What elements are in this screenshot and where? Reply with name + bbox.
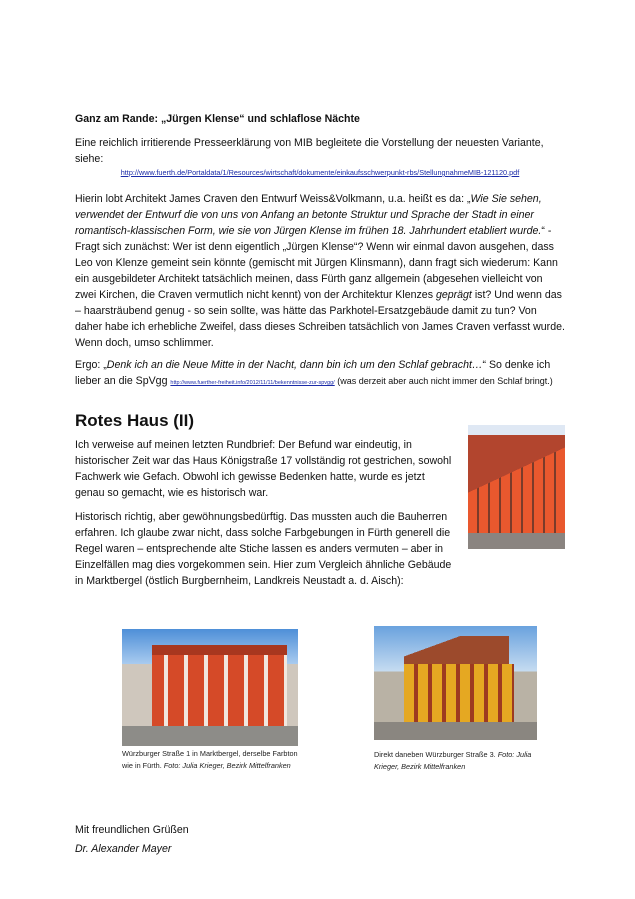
- ergo-paragraph: [75, 357, 565, 391]
- text: “ So denke ich lieber an die SpVgg: [75, 359, 551, 387]
- rotes-haus-section: [75, 411, 565, 589]
- text: Hierin lobt Architekt James Craven den Entwurf Weiss&Volkmann, u.a. heißt es da: „: [75, 193, 471, 205]
- rotes-haus-heading: Rotes Haus (II): [75, 411, 195, 430]
- caption-1: [122, 748, 302, 772]
- credit: Foto: Julia Krieger, Bezirk Mittelfranken: [374, 750, 532, 771]
- figure-1: [122, 629, 302, 772]
- signature-name: Dr. Alexander Mayer: [75, 843, 172, 855]
- caption-2: [374, 749, 544, 773]
- rotes-haus-p1: Ich verweise auf meinen letzten Rundbrief: Der Befund war eindeutig, in historischer Zeit war das Haus Königstraße 17 vollständig rot gestrichen, sowohl Fachwerk wie Gefach. Obwohl ich gewisse Bedenken hatte, wurde es jetzt genau so gemacht, wie es historisch war.: [75, 439, 452, 499]
- emphasis: geprägt: [435, 289, 472, 301]
- quote: Wie Sie sehen, verwendet der Entwurf die von uns von Anfang an betonte Struktur und Sprache der Stadt in einer romantisch-klassischen Form, wie sie von Jürgen Klense im frühen 18. Jahrhundert etabliert wurde.: [75, 193, 542, 237]
- mib-pdf-link[interactable]: http://www.fuerth.de/Portaldata/1/Resources/wirtschaft/dokumente/einkaufsschwerpunkt-rbs/StellungnahmeMIB-121120.pdf: [120, 168, 520, 177]
- closing: [75, 821, 565, 859]
- text: Ergo: „: [75, 359, 107, 371]
- intro-paragraph: [75, 135, 565, 179]
- photo-row: [75, 629, 565, 773]
- credit: Foto: Julia Krieger, Bezirk Mittelfranken: [163, 761, 291, 770]
- craven-paragraph: [75, 191, 565, 351]
- text: Würzburger Straße 1 in Marktbergel, derselbe Farbton wie in Fürth.: [122, 749, 298, 770]
- photo-rotes-haus-koenigstrasse: [468, 425, 565, 549]
- rotes-haus-text: [75, 411, 453, 589]
- quote: Denk ich an die Neue Mitte in der Nacht, dann bin ich um den Schlaf gebracht…: [106, 359, 483, 371]
- text: Direkt daneben Würzburger Straße 3.: [374, 750, 498, 759]
- text: (was derzeit aber auch nicht immer den Schlaf bringt.): [334, 376, 553, 386]
- text: “ - Fragt sich zunächst: Wer ist denn eigentlich „Jürgen Klense“? Wenn wir einmal davon ausgehen, dass Leo von Klenze gemeint sein könnte (gemischt mit Jürgen Klinsmann), dann fragt sich wiederum: Kann ein ausgebildeter Architekt tatsächlich meinen, dass Fürth ganz allgemein (abgesehen vielleicht von zwei Kirchen, die Craven vermutlich nicht kennt) von der Architektur Klenzes: [75, 225, 558, 301]
- closing-greeting: Mit freundlichen Grüßen: [75, 824, 189, 836]
- photo-wuerzburger-strasse-1: [122, 629, 298, 746]
- figure-2: [374, 626, 544, 773]
- spvgg-link[interactable]: http://www.fuerther-freiheit.info/2012/11/11/bekenntnisse-zur-spvgg/: [170, 380, 335, 386]
- photo-wuerzburger-strasse-3: [374, 626, 537, 740]
- rotes-haus-p2: Historisch richtig, aber gewöhnungsbedürftig. Das mussten auch die Bauherren erfahren. Ich glaube zwar nicht, dass solche Farbgebungen in Fürth generell die Regel waren – entsprechende alte Stiche lassen es anders vermuten – aber in Einzelfällen mag dies vorgekommen sein. Hier zum Vergleich ähnliche Gebäude in Marktbergel (östlich Burgbernheim, Landkreis Neustadt a. d. Aisch):: [75, 511, 452, 587]
- text: ist? Und wenn das – haarsträubend genug - so sein sollte, was hätte das Parkhotel-Ersatzgebäude damit zu tun? Von daher habe ich erhebliche Zweifel, dass dieses Schreiben tatsächlich von James Craven verfasst wurde. Wenn doch, umso schlimmer.: [75, 289, 565, 349]
- intro-text: Eine reichlich irritierende Presseerklärung von MIB begleitete die Vorstellung der neuesten Variante, siehe:: [75, 137, 544, 165]
- section-heading: Ganz am Rande: „Jürgen Klense“ und schlaflose Nächte: [75, 113, 360, 125]
